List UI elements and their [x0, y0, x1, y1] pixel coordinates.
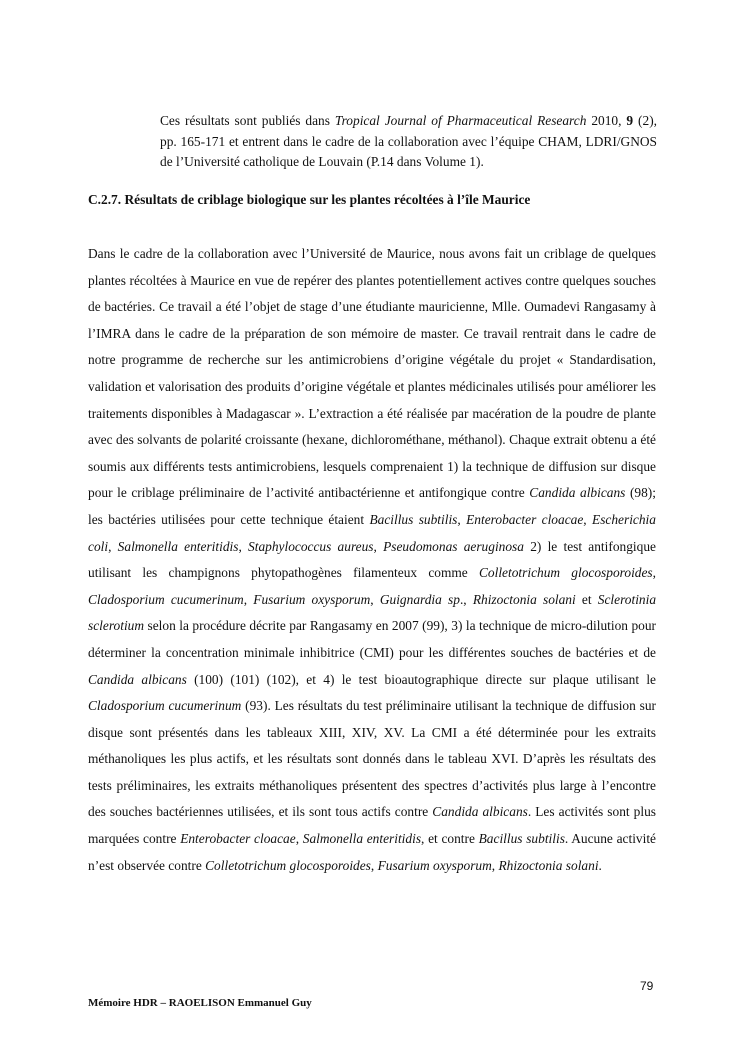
- species-name: Sclerotinia sclerotium: [88, 591, 657, 634]
- species-name: Cladosporium cucumerinum: [88, 698, 242, 714]
- species-name: Cladosporium cucumerinum: [88, 591, 244, 607]
- species-name: Bacillus subtilis: [369, 511, 458, 527]
- species-name: Candida albicans: [88, 671, 187, 687]
- species-name: Enterobacter cloacae: [180, 831, 296, 847]
- species-name: Colletotrichum glocosporoides: [478, 565, 653, 581]
- species-name: Bacillus subtilis: [478, 831, 565, 847]
- main-paragraph: Dans le cadre de la collaboration avec l’Université de Maurice, nous avons fait un criblage de quelques plantes récoltées à Maurice en vue de repérer des plantes potentiellement actives contre quelques souches de bactéries. Ce travail a été l’objet de stage d’une étudiante mauricienne, Mlle. Oumadevi Rangasamy à l’IMRA dans le cadre de la préparation de son mémoire de master. Ce travail rentrait dans le cadre de notre programme de recherche sur les antimicrobiens d’origine végétale du projet « Standardisation, validation et valorisation des produits d’origine végétale et plantes médicinales utilisés pour améliorer les traitements disponibles à Madagascar ». L’extraction a été réalisée par macération de la poudre de plante avec des solvants de polarité croissante (hexane, dichlorométhane, méthanol). Chaque extrait obtenu a été soumis aux différents tests antimicrobiens, lesquels comprenaient 1) la technique de diffusion sur disque pour le criblage préliminaire de l’activité antibactérienne et antifongique contre Candida albicans (98); les bactéries utilisées pour cette technique étaient Bacillus subtilis, Enterobacter cloacae, Escherichia coli, Salmonella enteritidis, Staphylococcus aureus, Pseudomonas aeruginosa 2) le test antifongique utilisant les champignons phytopathogènes filamenteux comme Colletotrichum glocosporoides, Cladosporium cucumerinum, Fusarium oxysporum, Guignardia sp., Rhizoctonia solani et Sclerotinia sclerotium selon la procédure décrite par Rangasamy en 2007 (99), 3) la technique de micro-dilution pour déterminer la concentration minimale inhibitrice (CMI) pour les différentes souches de bactéries et de Candida albicans (100) (101) (102), et 4) le test bioautographique directe sur plaque utilisant le Cladosporium cucumerinum (93). Les résultats du test préliminaire utilisant la technique de diffusion sur disque sont présentés dans les tableaux XIII, XIV, XV. La CMI a été déterminée pour les extraits méthanoliques les plus actifs, et les résultats sont donnés dans le tableau XVI. D’après les résultats des tests préliminaires, les extraits méthanoliques présentent des spectres d’activités plus large à l’encontre des souches bactériennes utilisées, et ils sont tous actifs contre Candida albicans. Les activités sont plus marquées contre Enterobacter cloacae, Salmonella enteritidis, et contre Bacillus subtilis. Aucune activité n’est observée contre Colletotrichum glocosporoides, Fusarium oxysporum, Rhizoctonia solani.: [88, 246, 657, 873]
- journal-title: Tropical Journal of Pharmaceutical Research: [334, 113, 587, 128]
- species-name: Staphylococcus aureus: [248, 538, 374, 554]
- species-name: Fusarium oxysporum: [253, 591, 371, 607]
- species-name: Guignardia sp: [379, 591, 460, 607]
- page-footer: Mémoire HDR – RAOELISON Emmanuel Guy: [88, 997, 312, 1009]
- section-heading: C.2.7. Résultats de criblage biologique sur les plantes récoltées à l’île Maurice: [88, 192, 531, 207]
- species-name: Rhizoctonia solani: [498, 857, 599, 873]
- species-name: Candida albicans: [529, 485, 626, 501]
- journal-volume: 9: [626, 113, 634, 128]
- species-name: Colletotrichum glocosporoides: [205, 857, 371, 873]
- species-name: Escherichia coli: [88, 511, 656, 554]
- species-name: Salmonella enteritidis: [117, 538, 239, 554]
- page-number: 79: [640, 979, 654, 993]
- publication-note: Ces résultats sont publiés dans Tropical Journal of Pharmaceutical Research 2010, 9 (2), pp. 165-171 et entrent dans le cadre de la collaboration avec l’équipe CHAM, LDRI/GNOS de l’Université catholique de Louvain (P.14 dans Volume 1).: [160, 113, 657, 169]
- species-name: Salmonella enteritidis: [302, 831, 422, 847]
- species-name: Enterobacter cloacae: [466, 511, 584, 527]
- species-name: Candida albicans: [432, 804, 528, 820]
- species-name: Pseudomonas aeruginosa: [383, 538, 524, 554]
- species-name: Rhizoctonia solani: [472, 591, 576, 607]
- species-name: Fusarium oxysporum: [377, 857, 492, 873]
